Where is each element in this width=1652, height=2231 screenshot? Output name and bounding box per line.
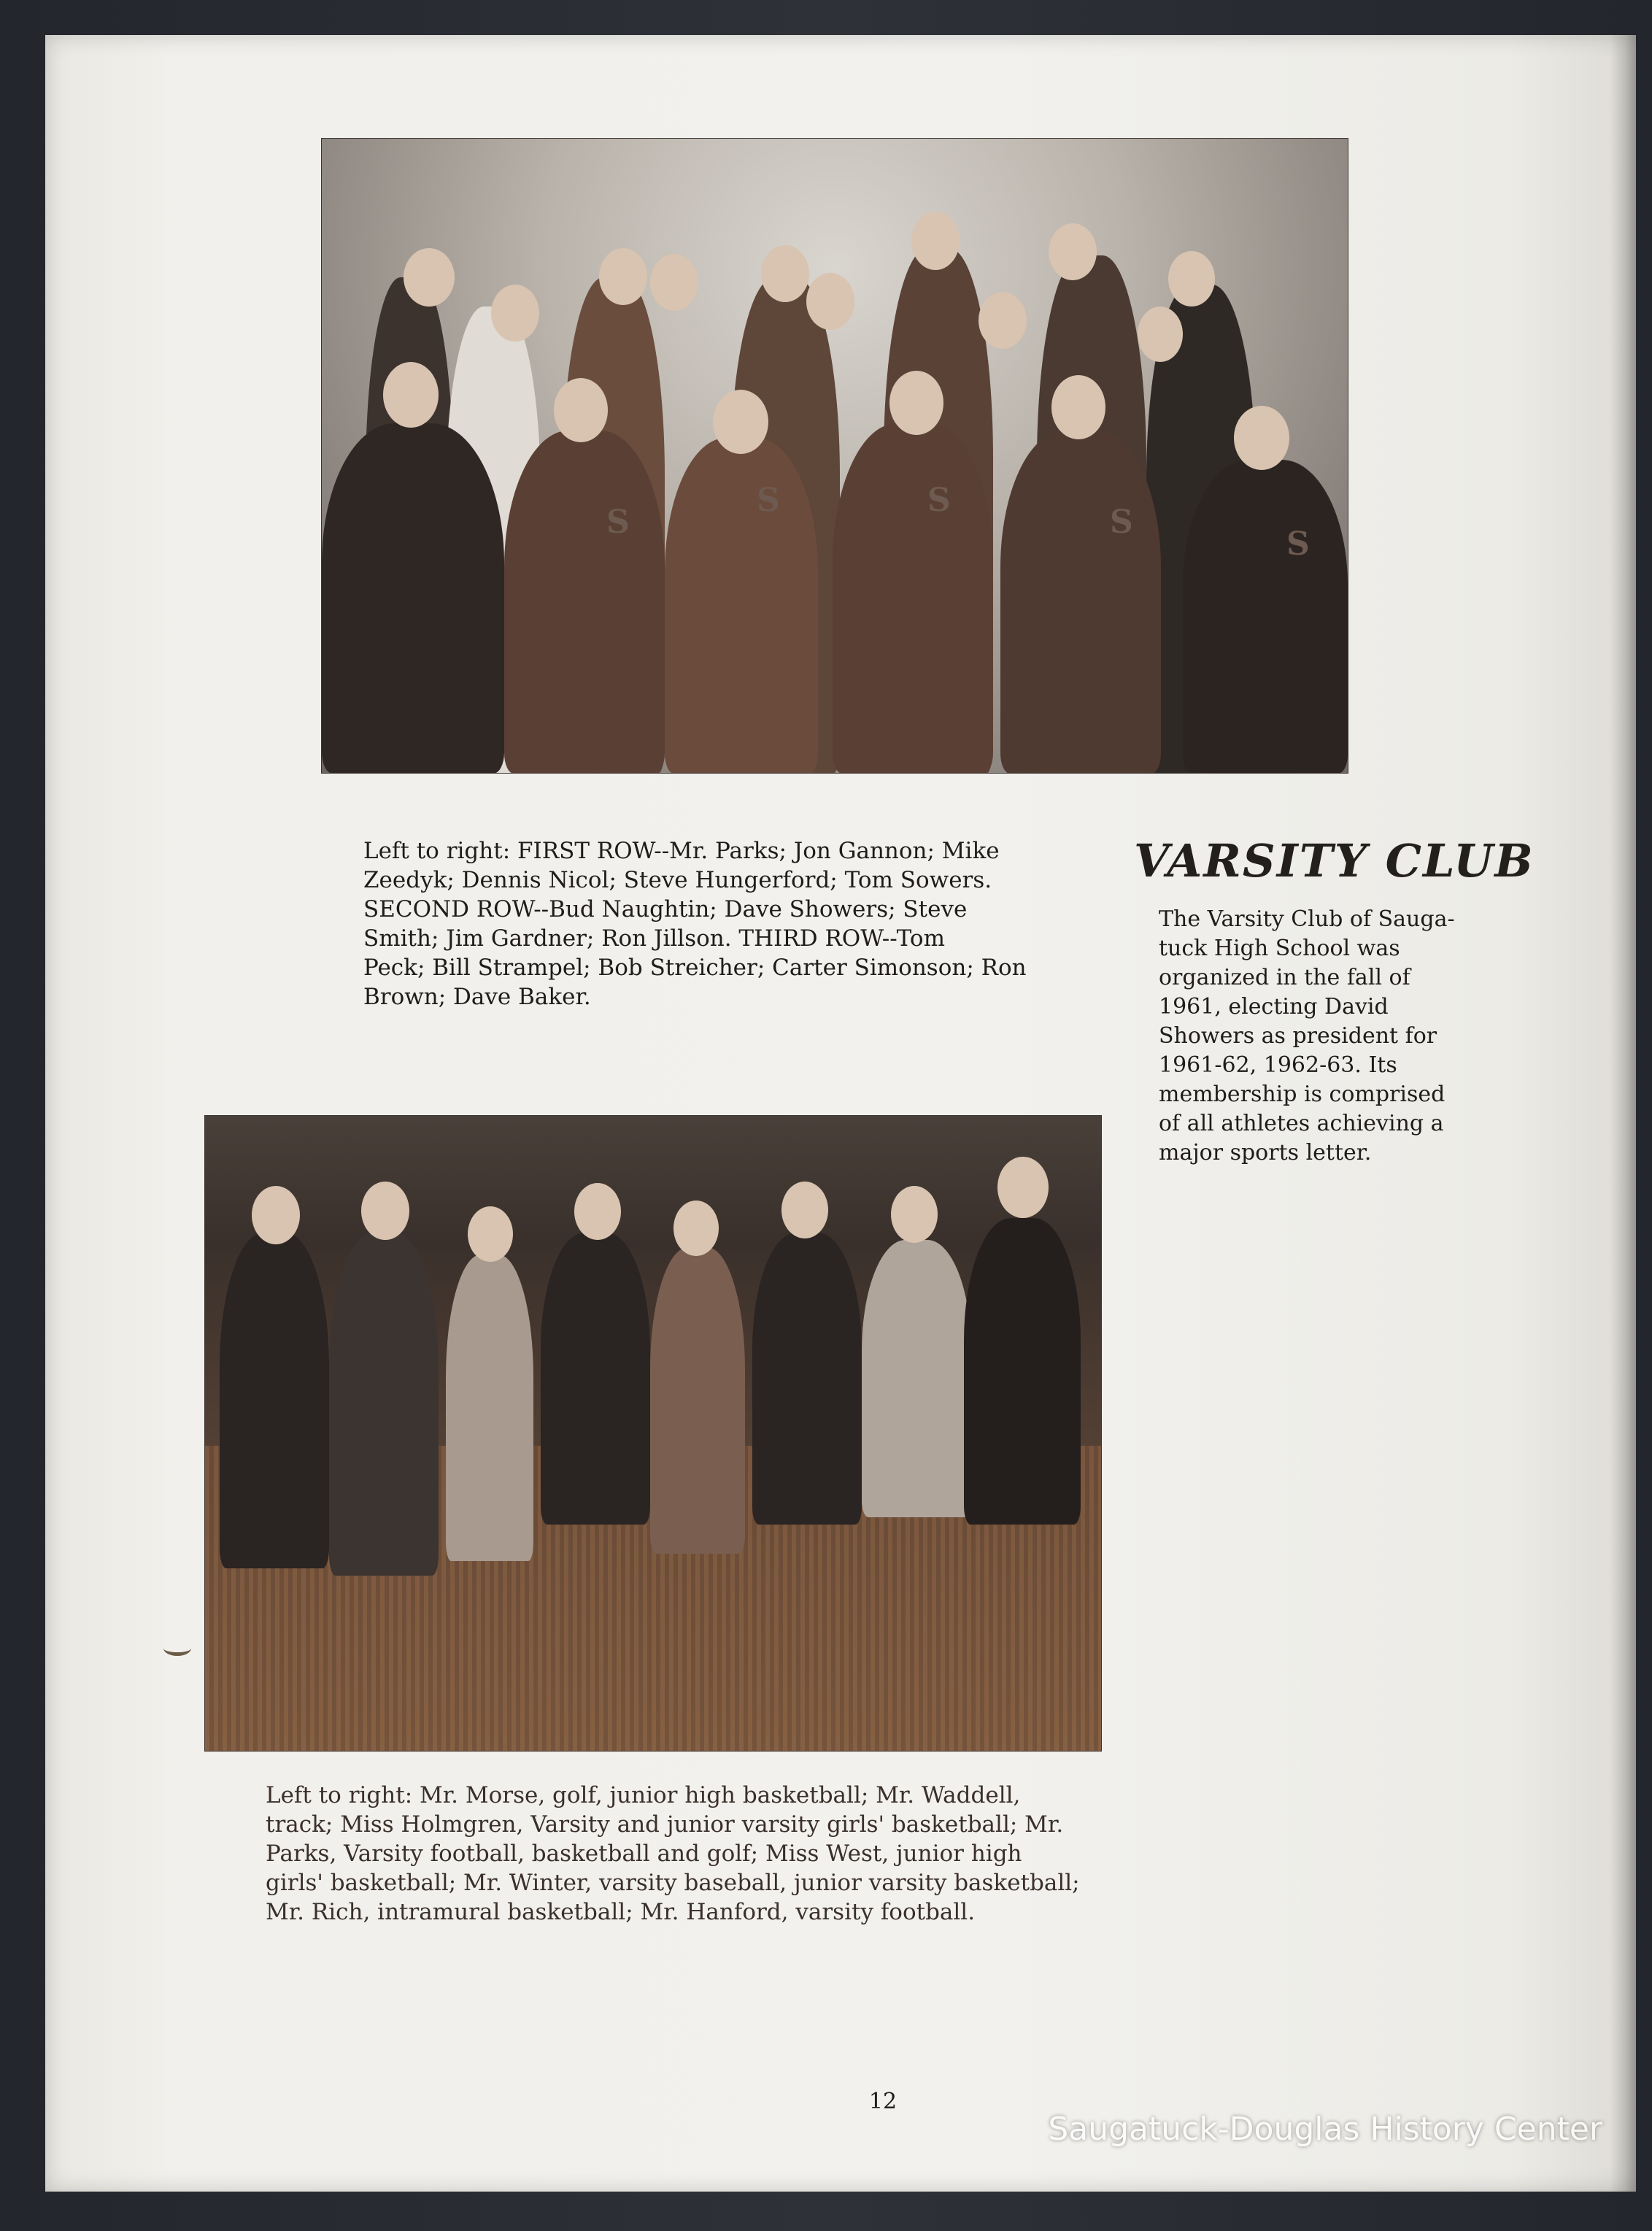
person-figure bbox=[329, 1233, 439, 1576]
person-figure bbox=[1183, 460, 1348, 774]
person-head bbox=[1234, 406, 1289, 470]
person-head bbox=[911, 212, 960, 270]
description-line: major sports letter. bbox=[1159, 1140, 1372, 1165]
person-head bbox=[891, 1186, 938, 1243]
letter-s-emblem: S bbox=[757, 482, 780, 519]
person-head bbox=[383, 362, 439, 428]
person-figure bbox=[964, 1218, 1081, 1525]
letter-s-emblem: S bbox=[606, 504, 630, 541]
person-figure bbox=[504, 431, 665, 774]
caption-line: Zeedyk; Dennis Nicol; Steve Hungerford; Tom Sowers. bbox=[363, 867, 992, 893]
person-head bbox=[404, 248, 455, 307]
watermark: Saugatuck-Douglas History Center bbox=[1048, 2111, 1602, 2148]
description-line: Showers as president for bbox=[1159, 1023, 1437, 1049]
person-figure bbox=[322, 423, 504, 774]
description-line: 1961-62, 1962-63. Its bbox=[1159, 1052, 1397, 1078]
person-figure bbox=[220, 1233, 329, 1568]
person-head bbox=[491, 285, 539, 342]
person-head bbox=[1051, 375, 1105, 439]
caption-line: Smith; Jim Gardner; Ron Jillson. THIRD ROW--Tom bbox=[363, 925, 945, 952]
person-head bbox=[361, 1182, 409, 1240]
person-figure bbox=[446, 1255, 533, 1561]
person-head bbox=[1168, 251, 1215, 307]
person-figure bbox=[665, 438, 818, 774]
person-head bbox=[713, 390, 768, 454]
description-line: The Varsity Club of Sauga- bbox=[1159, 906, 1455, 932]
coaches-photo-caption bbox=[266, 1781, 1127, 1927]
caption-line: Peck; Bill Strampel; Bob Streicher; Carter Simonson; Ron bbox=[363, 955, 1027, 981]
person-head bbox=[1138, 307, 1183, 362]
caption-line: Mr. Rich, intramural basketball; Mr. Hanford, varsity football. bbox=[266, 1899, 976, 1925]
coaches-photo bbox=[204, 1115, 1102, 1752]
person-head bbox=[574, 1183, 621, 1240]
person-figure bbox=[862, 1240, 971, 1517]
person-head bbox=[599, 248, 647, 305]
caption-line: Parks, Varsity football, basketball and golf; Miss West, junior high bbox=[266, 1841, 1022, 1867]
person-figure bbox=[752, 1233, 862, 1525]
person-head bbox=[781, 1182, 828, 1238]
description-line: organized in the fall of bbox=[1159, 965, 1410, 990]
description-line: tuck High School was bbox=[1159, 936, 1400, 961]
person-head bbox=[997, 1157, 1049, 1218]
person-head bbox=[554, 378, 608, 442]
description-line: 1961, electing David bbox=[1159, 994, 1389, 1020]
description-line: membership is comprised bbox=[1159, 1082, 1446, 1107]
person-head bbox=[252, 1186, 300, 1244]
letter-s-emblem: S bbox=[1286, 525, 1310, 563]
caption-line: track; Miss Holmgren, Varsity and junior varsity girls' basketball; Mr. bbox=[266, 1811, 1064, 1838]
caption-line: Brown; Dave Baker. bbox=[363, 984, 591, 1010]
varsity-club-photo-caption bbox=[363, 836, 1064, 1012]
letter-s-emblem: S bbox=[927, 482, 951, 519]
description-line: of all athletes achieving a bbox=[1159, 1111, 1444, 1136]
page-edge-shadow bbox=[1610, 35, 1636, 2192]
person-head bbox=[1049, 223, 1097, 280]
caption-line: SECOND ROW--Bud Naughtin; Dave Showers; Steve bbox=[363, 896, 968, 922]
person-figure bbox=[833, 423, 993, 774]
caption-line: Left to right: Mr. Morse, golf, junior high basketball; Mr. Waddell, bbox=[266, 1782, 1021, 1808]
person-head bbox=[979, 292, 1027, 349]
person-head bbox=[761, 245, 809, 302]
caption-line: Left to right: FIRST ROW--Mr. Parks; Jon Gannon; Mike bbox=[363, 838, 1000, 864]
person-head bbox=[673, 1201, 719, 1256]
varsity-club-description bbox=[1159, 905, 1487, 1168]
person-head bbox=[468, 1206, 513, 1262]
person-head bbox=[650, 254, 698, 311]
person-figure bbox=[1000, 431, 1161, 774]
page-title: VARSITY CLUB bbox=[1134, 834, 1535, 887]
person-figure bbox=[650, 1247, 745, 1554]
page-number: 12 bbox=[868, 2089, 898, 2114]
person-figure bbox=[541, 1233, 650, 1525]
person-head bbox=[806, 273, 854, 330]
caption-line: girls' basketball; Mr. Winter, varsity baseball, junior varsity basketball; bbox=[266, 1870, 1080, 1896]
page-stain-mark bbox=[163, 1641, 191, 1656]
varsity-club-photo bbox=[321, 138, 1348, 774]
letter-s-emblem: S bbox=[1110, 504, 1133, 541]
person-head bbox=[889, 371, 943, 435]
